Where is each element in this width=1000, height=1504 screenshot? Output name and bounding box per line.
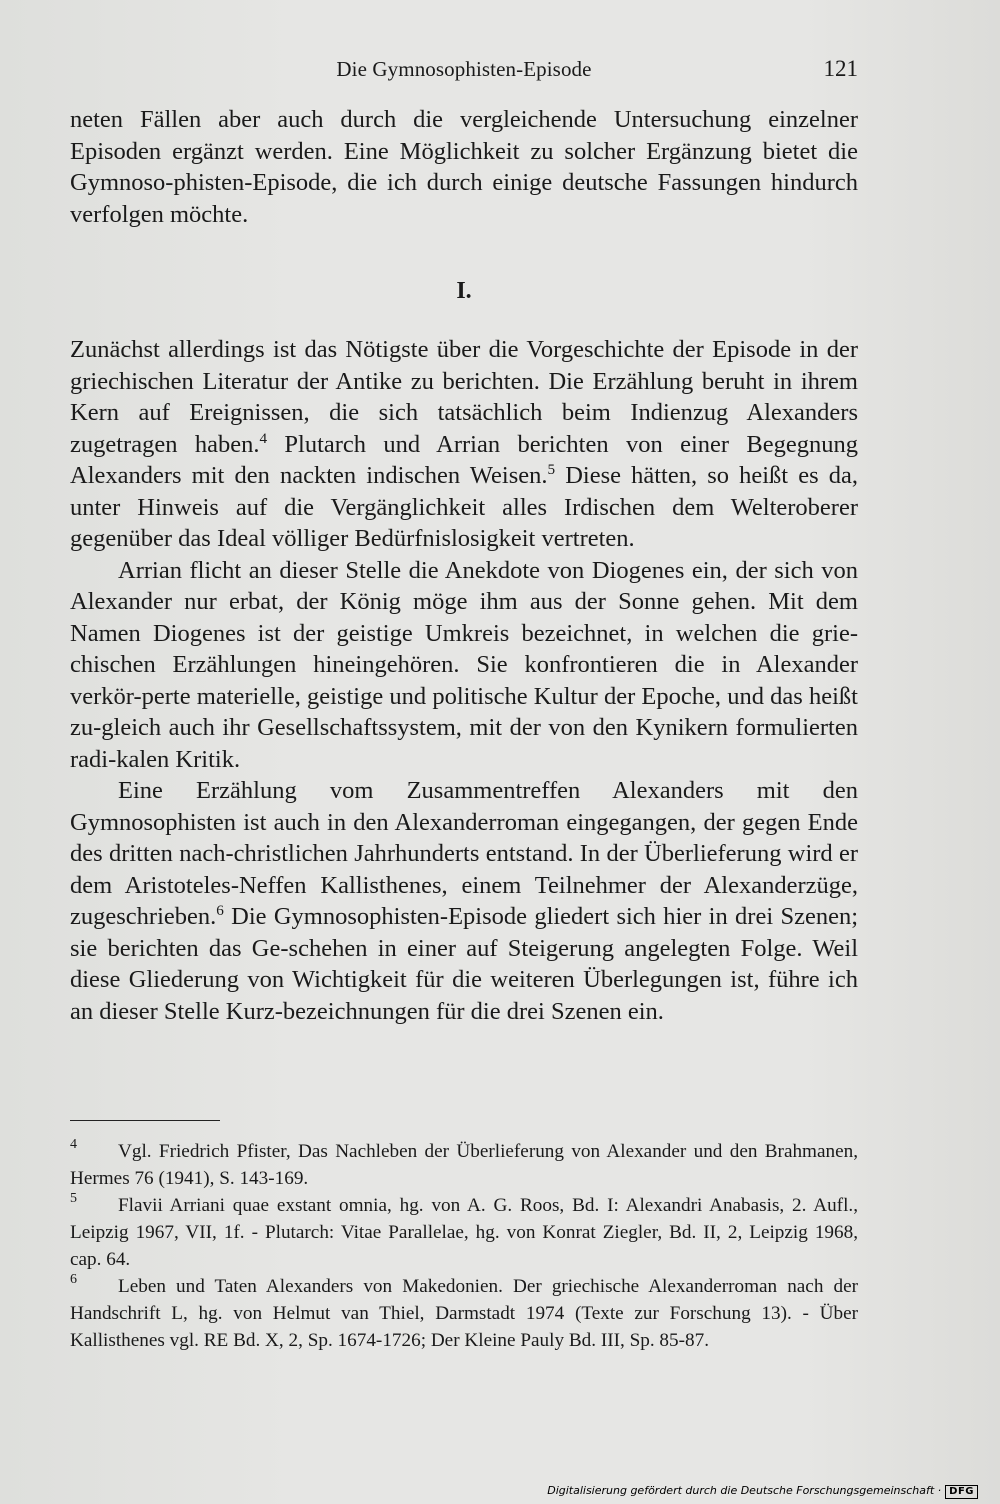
paragraph-1: [70, 334, 858, 555]
credit-text: Digitalisierung gefördert durch die Deutsche Forschungsgemeinschaft ·: [547, 1484, 942, 1497]
footnote-separator: [70, 1120, 220, 1121]
footnotes: [70, 1138, 858, 1354]
footnote-text: Vgl. Friedrich Pfister, Das Nachleben der Überlieferung von Alexander und den Brahmanen, Hermes 76 (1941), S. 143-169.: [70, 1141, 858, 1189]
paragraph-text: neten Fällen aber auch durch die vergleichende Untersuchung einzelner Episoden ergänzt werden. Eine Möglichkeit zu solcher Ergänzung bietet die Gymnoso-phisten-Episode, die ich durch einige deutsche Fassungen hindurch verfolgen möchte.: [70, 106, 858, 228]
footnote-5: [70, 1192, 858, 1273]
main-text: [70, 334, 858, 1027]
paragraph-3: [70, 775, 858, 1027]
page-header: [70, 57, 858, 87]
paragraph-3-part-1: Eine Erzählung vom Zusammentreffen Alexanders mit den Gymnosophisten ist auch in den Alexanderroman eingegangen, der gegen Ende des dritten nach-christlichen Jahrhunderts entstand. In der Überlieferung wird er dem Aristoteles-Neffen Kallisthenes, einem Teilnehmer der Alexanderzüge, zugeschrieben.: [70, 777, 858, 930]
paragraph-1-part-2: Plutarch und Arrian berichten von einer Begegnung Alexanders mit den nackten indischen Weisen.: [70, 430, 858, 489]
footnote-number: 5: [70, 1191, 77, 1206]
digitization-credit: [547, 1484, 978, 1499]
footnote-ref-5[interactable]: 5: [547, 460, 556, 478]
paragraph-1-part-1: Zunächst allerdings ist das Nötigste über die Vorgeschichte der Episode in der griechischen Literatur der Antike zu berichten. Die Erzählung beruht in ihrem Kern auf Ereignissen, die sich tatsächlich beim Indienzug Alexanders zugetragen haben.: [70, 336, 858, 458]
dfg-logo: DFG: [945, 1485, 978, 1499]
paragraph-3-part-2: Die Gymnosophisten-Episode gliedert sich hier in drei Szenen; sie berichten das Ge-schehen in einer auf Steigerung angelegten Folge. Weil diese Gliederung von Wichtigkeit für die weiteren Überlegungen ist, führe ich an dieser Stelle Kurz-bezeichnungen für die drei Szenen ein.: [70, 903, 858, 1025]
footnote-6: [70, 1273, 858, 1354]
section-heading: I.: [456, 278, 472, 304]
footnote-ref-6[interactable]: 6: [216, 901, 224, 919]
footnote-number: 4: [70, 1137, 77, 1152]
footnote-number: 6: [70, 1272, 77, 1287]
page-number: 121: [823, 56, 858, 81]
footnote-ref-4[interactable]: 4: [259, 429, 268, 447]
paragraph-2: Arrian flicht an dieser Stelle die Anekdote von Diogenes ein, der sich von Alexander nur erbat, der König möge ihm aus der Sonne gehen. Mit dem Namen Diogenes ist der geistige Umkreis bezeichnet, in welchen die grie-chischen Erzählungen hineingehören. Sie konfrontieren die in Alexander verkör-perte materielle, geistige und politische Kultur der Epoche, und das heißt zu-gleich auch ihr Gesellschaftssystem, mit der von den Kynikern formulierten radi-kalen Kritik.: [70, 556, 858, 773]
continuation-paragraph: [70, 104, 858, 230]
running-title: Die Gymnosophisten-Episode: [336, 57, 592, 81]
footnote-text: Leben und Taten Alexanders von Makedonien. Der griechische Alexanderroman nach der Handschrift L, hg. von Helmut van Thiel, Darmstadt 1974 (Texte zur Forschung 13). - Über Kallisthenes vgl. RE Bd. X, 2, Sp. 1674-1726; Der Kleine Pauly Bd. III, Sp. 85-87.: [70, 1276, 858, 1351]
paragraph-1-part-3: Diese hätten, so heißt es da, unter Hinweis auf die Vergänglichkeit alles Irdischen dem Welteroberer gegenüber das Ideal völliger Bedürfnislosigkeit vertreten.: [70, 462, 859, 552]
footnote-text: Flavii Arriani quae exstant omnia, hg. von A. G. Roos, Bd. I: Alexandri Anabasis, 2. Aufl., Leipzig 1967, VII, 1f. - Plutarch: Vitae Parallelae, hg. von Konrat Ziegler, Bd. II, 2, Leipzig 1968, cap. 64.: [70, 1195, 858, 1270]
footnote-4: [70, 1138, 858, 1192]
